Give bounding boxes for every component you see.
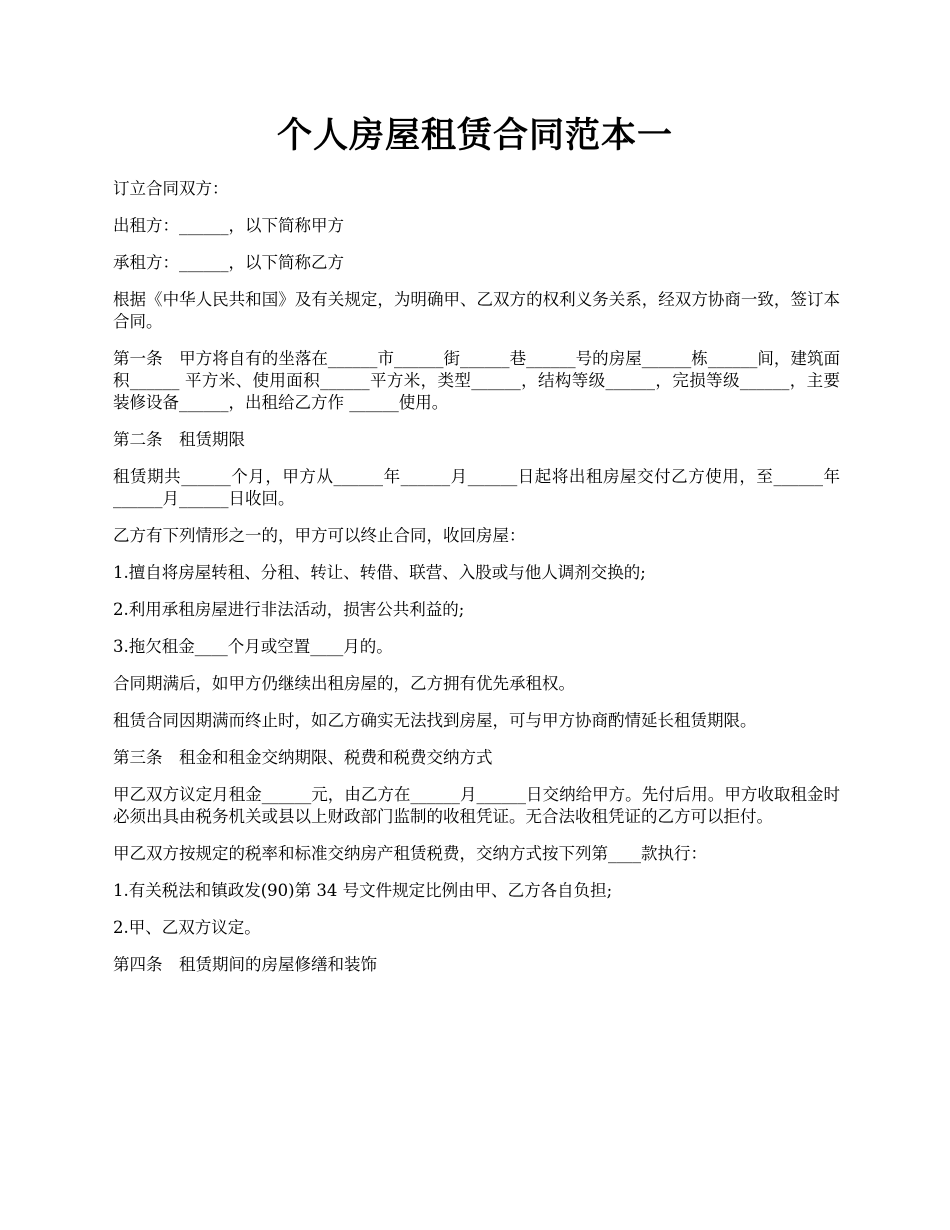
paragraph-priority-right: 合同期满后，如甲方仍继续出租房屋的，乙方拥有优先承租权。 (113, 674, 575, 693)
list-item-termination-2: 2.利用承租房屋进行非法活动，损害公共利益的; (113, 600, 465, 619)
paragraph-article-1: 第一条 甲方将自有的坐落在______市______街______巷______号的房屋______栋______间，建筑面积______ 平方米、使用面积______平方米，类型______，结构等级______，完损等级______，主要装修设备______，出租给乙方作 ______使用。 (113, 349, 840, 412)
paragraph-tax-intro: 甲乙双方按规定的税率和标准交纳房产租赁税费，交纳方式按下列第____款执行： (113, 844, 707, 863)
list-item-tax-1: 1.有关税法和镇政发(90)第 34 号文件规定比例由甲、乙方各自负担; (113, 881, 613, 900)
list-item-tax-2: 2.甲、乙双方议定。 (113, 918, 261, 937)
paragraph-lease-term: 租赁期共______个月，甲方从______年______月______日起将出租房屋交付乙方使用，至______年______月______日收回。 (113, 467, 840, 508)
heading-article-3: 第三条 租金和租金交纳期限、税费和税费交纳方式 (113, 748, 493, 767)
paragraph-preamble: 根据《中华人民共和国》及有关规定，为明确甲、乙双方的权利义务关系，经双方协商一致，签订本合同。 (113, 290, 840, 331)
paragraph-extension: 租赁合同因期满而终止时，如乙方确实无法找到房屋，可与甲方协商酌情延长租赁期限。 (113, 711, 757, 730)
document-title: 个人房屋租赁合同范本一 (276, 115, 673, 156)
paragraph-termination-intro: 乙方有下列情形之一的，甲方可以终止合同，收回房屋： (113, 526, 526, 545)
paragraph-lessor: 出租方：______，以下简称甲方 (113, 216, 344, 235)
document-body (113, 178, 840, 991)
heading-article-2: 第二条 租赁期限 (113, 430, 245, 449)
list-item-termination-3: 3.拖欠租金____个月或空置____月的。 (113, 637, 393, 656)
paragraph-rent: 甲乙双方议定月租金______元，由乙方在______月______日交纳给甲方。先付后用。甲方收取租金时必须出具由税务机关或县以上财政部门监制的收租凭证。无合法收租凭证的乙方可以拒付。 (113, 785, 840, 826)
list-item-termination-1: 1.擅自将房屋转租、分租、转让、转借、联营、入股或与他人调剂交换的; (113, 563, 646, 582)
paragraph-parties-intro: 订立合同双方： (113, 179, 229, 198)
paragraph-lessee: 承租方：______，以下简称乙方 (113, 253, 344, 272)
heading-article-4: 第四条 租赁期间的房屋修缮和装饰 (113, 955, 377, 974)
